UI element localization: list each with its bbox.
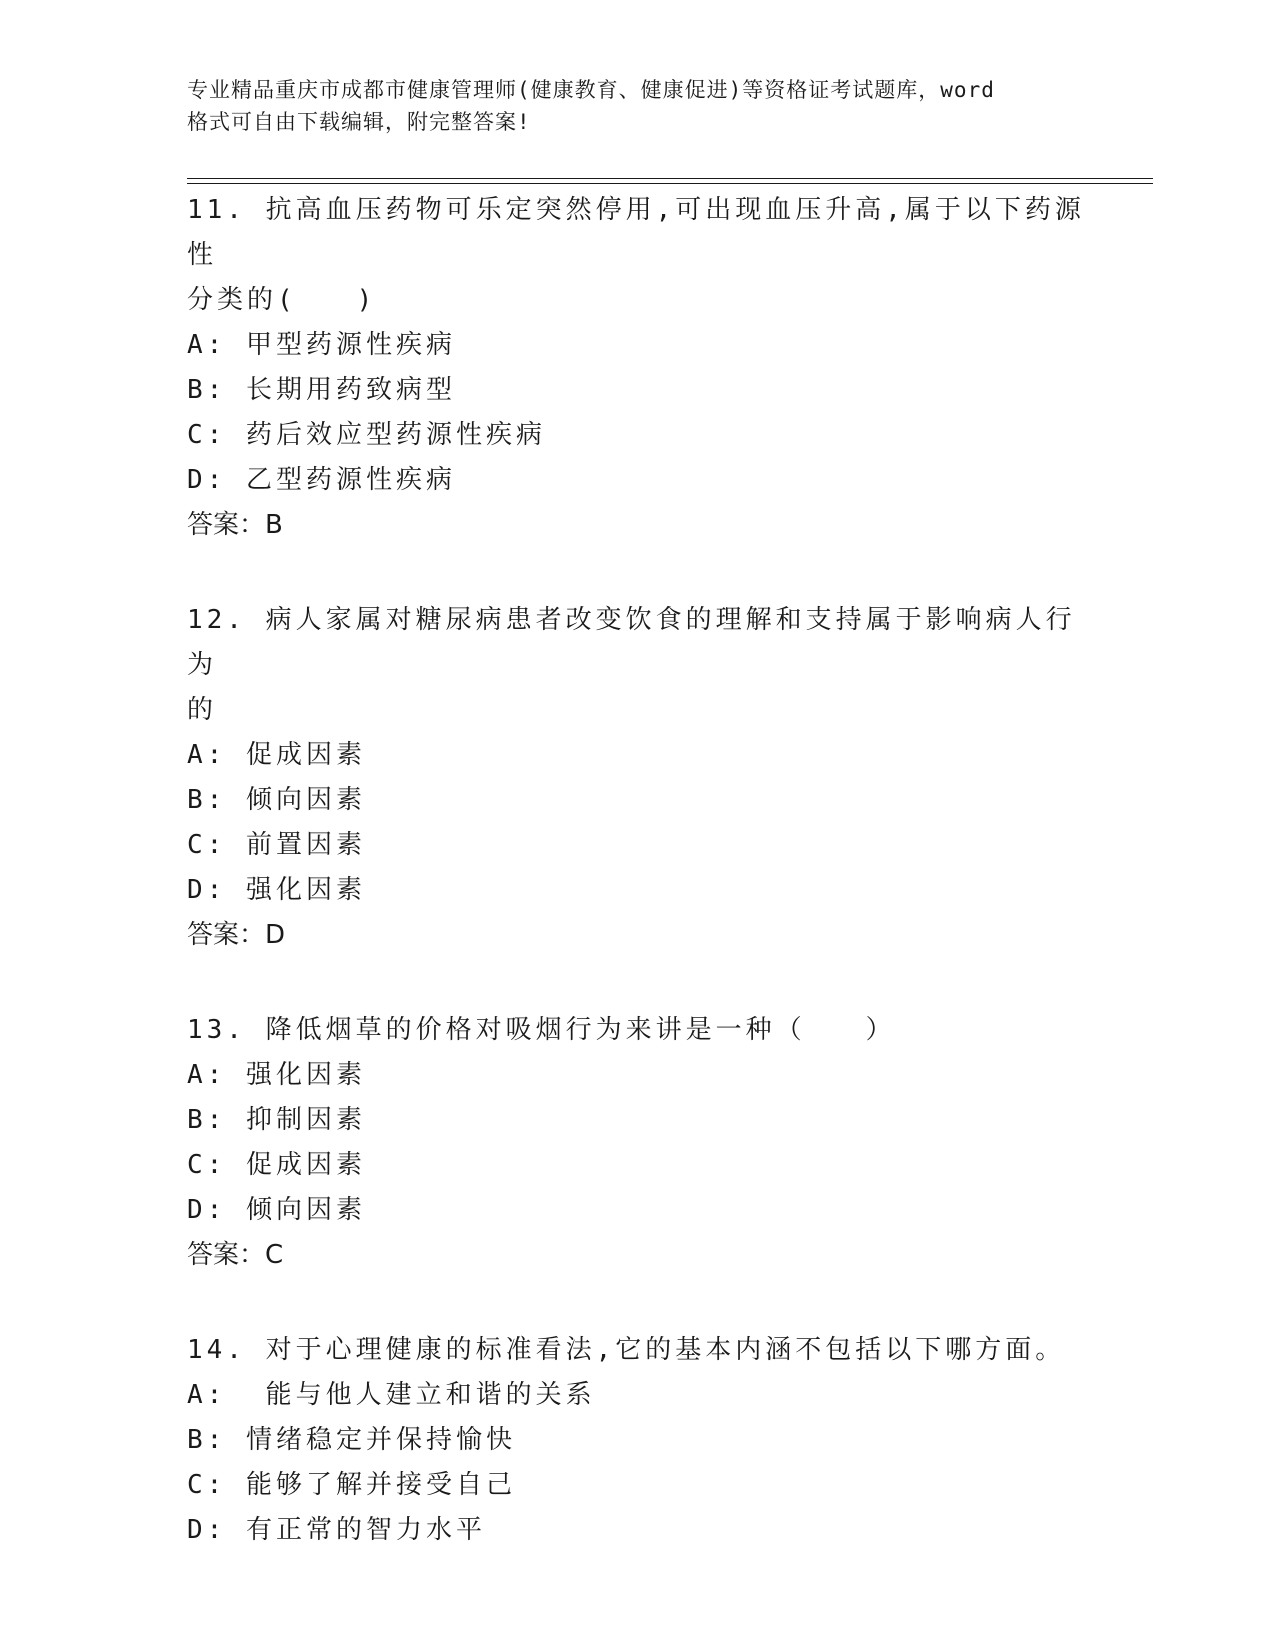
question-12-option-b: B: 倾向因素 [187,785,366,815]
question-13-option-d: D: 倾向因素 [187,1195,366,1225]
question-list [187,188,1087,1603]
question-13-option-b: B: 抑制因素 [187,1105,366,1135]
header-line-1: 专业精品重庆市成都市健康管理师(健康教育、健康促进)等资格证考试题库，word [187,78,995,102]
question-14-option-c: C: 能够了解并接受自己 [187,1470,516,1500]
question-13-option-a: A: 强化因素 [187,1060,366,1090]
question-13 [187,1008,1087,1278]
question-12 [187,598,1087,958]
question-14-option-a: A: 能与他人建立和谐的关系 [187,1380,596,1410]
question-11-option-a: A: 甲型药源性疾病 [187,330,456,360]
question-11-stem-line-2: 分类的( ) [187,285,377,315]
question-14-stem-line-1: 14. 对于心理健康的标准看法,它的基本内涵不包括以下哪方面。 [187,1335,1066,1365]
question-11-option-d: D: 乙型药源性疾病 [187,465,456,495]
question-14-option-b: B: 情绪稳定并保持愉快 [187,1425,516,1455]
question-11-option-c: C: 药后效应型药源性疾病 [187,420,546,450]
header-divider-top [187,178,1153,179]
question-12-answer: 答案：D [187,920,286,950]
question-11-answer: 答案：B [187,510,283,540]
question-11-option-b: B: 长期用药致病型 [187,375,456,405]
question-12-stem-line-1: 12. 病人家属对糖尿病患者改变饮食的理解和支持属于影响病人行为 [187,605,1076,680]
question-11 [187,188,1087,548]
header-line-2: 格式可自由下载编辑，附完整答案! [187,110,531,134]
question-11-stem-line-1: 11. 抗高血压药物可乐定突然停用,可出现血压升高,属于以下药源性 [187,195,1085,270]
question-13-answer: 答案：C [187,1240,284,1270]
question-13-stem-line-1: 13. 降低烟草的价格对吸烟行为来讲是一种（ ） [187,1015,896,1045]
question-14-option-d: D: 有正常的智力水平 [187,1515,486,1545]
question-12-option-a: A: 促成因素 [187,740,366,770]
question-13-option-c: C: 促成因素 [187,1150,366,1180]
question-12-option-c: C: 前置因素 [187,830,366,860]
header-divider-bottom [187,183,1153,184]
document-header [187,74,1087,138]
question-12-option-d: D: 强化因素 [187,875,366,905]
question-14 [187,1328,1087,1553]
question-12-stem-line-2: 的 [187,695,218,725]
